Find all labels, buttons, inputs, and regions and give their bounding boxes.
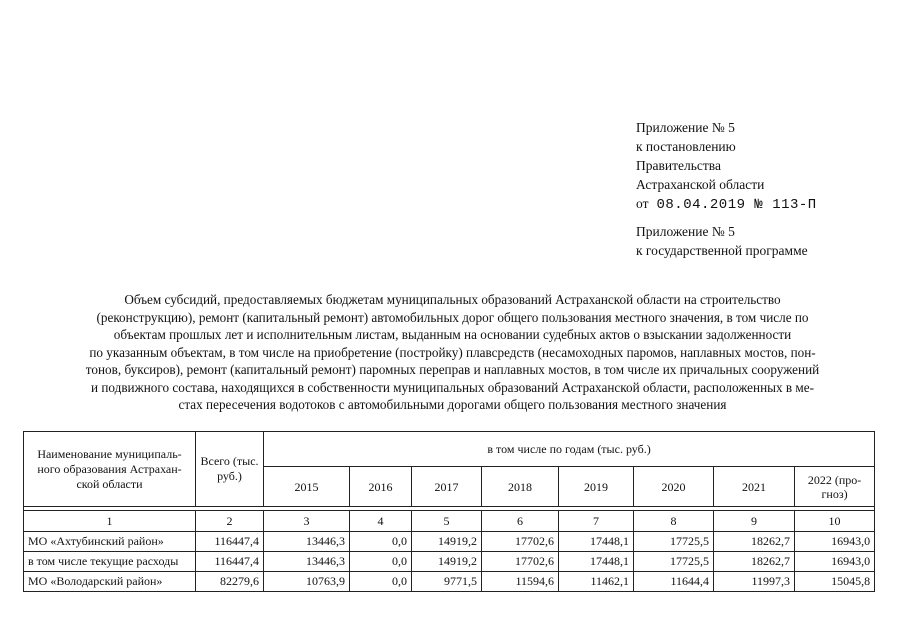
appendix-decree-block [636,118,817,215]
column-number: 5 [412,511,482,532]
title-line: Объем субсидий, предоставляемых бюджетам муниципальных образований Астраханской области на строительство [124,292,781,307]
title-line: и подвижного состава, находящихся в собственности муниципальных образований Астраханской области, расположенных в ме- [90,379,814,395]
year-cell: 17725,5 [634,532,714,552]
header-row [24,432,875,467]
year-header: 2020 [634,467,714,507]
table-row [24,572,875,592]
year-cell: 13446,3 [264,552,350,572]
title-line: стах пересечения водотоков с автомобильными дорогами общего пользования местного значения [178,397,727,412]
decree-date-line [636,194,817,215]
appendix-decree-line: Приложение № 5 [636,120,735,135]
year-cell: 9771,5 [412,572,482,592]
year-cell: 14919,2 [412,532,482,552]
municipality-name: МО «Ахтубинский район» [24,532,196,552]
title-line: (реконструкцию), ремонт (капитальный ремонт) автомобильных дорог общего пользования местного значения, в том числе по [96,309,809,325]
column-number: 10 [795,511,875,532]
column-number: 7 [559,511,634,532]
year-cell: 17448,1 [559,552,634,572]
year-cell: 0,0 [350,532,412,552]
appendix-decree-line: Астраханской области [636,177,765,192]
year-header: 2015 [264,467,350,507]
column-number: 1 [24,511,196,532]
appendix-decree-line: к постановлению [636,139,736,154]
year-header: 2016 [350,467,412,507]
table-row [24,552,875,572]
total-cell: 116447,4 [196,552,264,572]
year-cell: 11594,6 [482,572,559,592]
municipality-name: в том числе текущие расходы [24,552,196,572]
title-line: объектам прошлых лет и исполнительным листам, выданным на основании судебных актов о взыскании задолженности [113,327,792,342]
year-header: 2017 [412,467,482,507]
column-number: 9 [714,511,795,532]
year-cell: 13446,3 [264,532,350,552]
header-total: Всего (тыс. руб.) [196,432,264,507]
year-cell: 16943,0 [795,552,875,572]
year-header: 2018 [482,467,559,507]
appendix-program-line: Приложение № 5 [636,224,735,239]
year-cell: 0,0 [350,572,412,592]
year-cell: 0,0 [350,552,412,572]
column-number: 2 [196,511,264,532]
column-number: 8 [634,511,714,532]
year-header: 2022 (про-гноз) [795,467,875,507]
document-title [18,291,887,414]
municipality-name: МО «Володарский район» [24,572,196,592]
year-cell: 18262,7 [714,532,795,552]
year-cell: 11644,4 [634,572,714,592]
year-cell: 15045,8 [795,572,875,592]
year-cell: 14919,2 [412,552,482,572]
appendix-decree-line: Правительства [636,158,721,173]
date-stamp: 08.04.2019 № 113-П [656,197,817,213]
year-cell: 18262,7 [714,552,795,572]
total-cell: 82279,6 [196,572,264,592]
year-cell: 10763,9 [264,572,350,592]
header-years: в том числе по годам (тыс. руб.) [264,432,875,467]
year-cell: 11997,3 [714,572,795,592]
column-number-row [24,511,875,532]
year-cell: 17725,5 [634,552,714,572]
year-cell: 17448,1 [559,532,634,552]
title-line: по указанным объектам, в том числе на приобретение (постройку) плавсредств (несамоходных паромов, наплавных мостов, пон- [89,344,816,360]
column-number: 6 [482,511,559,532]
table-row [24,532,875,552]
appendix-program-block [636,222,808,260]
header-name: Наименование муниципаль-ного образования Астрахан-ской области [24,432,196,507]
appendix-program-line: к государственной программе [636,243,808,258]
subsidies-table [23,431,875,592]
column-number: 3 [264,511,350,532]
column-number: 4 [350,511,412,532]
title-line: тонов, буксиров), ремонт (капитальный ремонт) паромных переправ и наплавных мостов, в том числе их причальных сооружений [85,362,820,377]
year-cell: 16943,0 [795,532,875,552]
date-prefix: от [636,196,649,211]
total-cell: 116447,4 [196,532,264,552]
year-cell: 11462,1 [559,572,634,592]
year-header: 2019 [559,467,634,507]
year-cell: 17702,6 [482,532,559,552]
year-header: 2021 [714,467,795,507]
year-cell: 17702,6 [482,552,559,572]
